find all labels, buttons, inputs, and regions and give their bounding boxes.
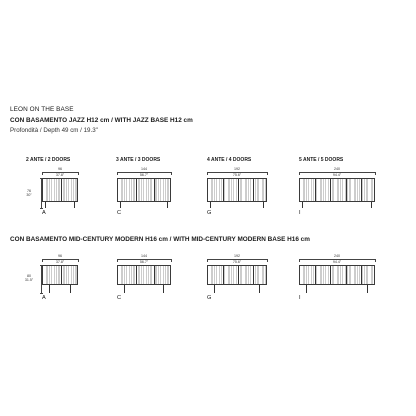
row1-width-in-a: 37.8" bbox=[55, 173, 65, 177]
sideboard-2-doors-mid-century bbox=[42, 265, 78, 293]
model-code-i-jazz: I bbox=[299, 210, 301, 216]
sideboard-3-doors-mid-century bbox=[117, 265, 171, 293]
column-label-4-doors: 4 ANTE / 4 DOORS bbox=[207, 157, 252, 163]
row2-width-dimension-c bbox=[117, 254, 171, 264]
row1-width-in-g: 75.6" bbox=[232, 173, 242, 177]
row2-width-in-g: 75.6" bbox=[232, 260, 242, 264]
row2-width-cm-a: 96 bbox=[58, 254, 62, 258]
row1-width-in-i: 94.4" bbox=[332, 173, 342, 177]
sideboard-5-doors-jazz bbox=[299, 178, 375, 208]
row2-width-in-c: 56.7" bbox=[139, 260, 149, 264]
row1-height-cm: 76 bbox=[27, 189, 31, 193]
model-code-i-mid-century: I bbox=[299, 295, 301, 301]
model-code-a-jazz: A bbox=[42, 210, 46, 216]
row1-height-label bbox=[23, 189, 35, 197]
column-label-3-doors: 3 ANTE / 3 DOORS bbox=[116, 157, 161, 163]
model-code-c-mid-century: C bbox=[117, 295, 122, 301]
sideboard-4-doors-mid-century bbox=[207, 265, 267, 293]
row1-width-cm-a: 96 bbox=[58, 167, 62, 171]
row2-width-cm-c: 144 bbox=[141, 254, 147, 258]
row1-width-cm-c: 144 bbox=[141, 167, 147, 171]
sideboard-3-doors-jazz bbox=[117, 178, 171, 208]
column-label-5-doors: 5 ANTE / 5 DOORS bbox=[299, 157, 344, 163]
row1-width-dimension-i bbox=[299, 167, 375, 177]
sideboard-4-doors-jazz bbox=[207, 178, 267, 208]
row2-width-dimension-a bbox=[42, 254, 78, 264]
depth-note: Profondità / Depth 49 cm / 19.3" bbox=[10, 127, 98, 134]
row1-width-in-c: 56.7" bbox=[139, 173, 149, 177]
model-code-g-mid-century: G bbox=[207, 295, 212, 301]
product-title: LEON ON THE BASE bbox=[10, 106, 74, 113]
row2-width-cm-g: 192 bbox=[234, 254, 240, 258]
row2-height-in: 31.5" bbox=[24, 278, 34, 282]
row2-width-in-i: 94.4" bbox=[332, 260, 342, 264]
row1-width-dimension-c bbox=[117, 167, 171, 177]
model-code-c-jazz: C bbox=[117, 210, 122, 216]
row2-height-cm: 80 bbox=[27, 274, 31, 278]
row1-width-cm-g: 192 bbox=[234, 167, 240, 171]
column-label-2-doors: 2 ANTE / 2 DOORS bbox=[26, 157, 71, 163]
row2-width-in-a: 37.8" bbox=[55, 260, 65, 264]
model-code-a-mid-century: A bbox=[42, 295, 46, 301]
model-code-g-jazz: G bbox=[207, 210, 212, 216]
row2-width-dimension-i bbox=[299, 254, 375, 264]
row1-width-dimension-a bbox=[42, 167, 78, 177]
row1-width-cm-i: 240 bbox=[334, 167, 340, 171]
sideboard-2-doors-jazz bbox=[42, 178, 78, 208]
row2-width-cm-i: 240 bbox=[334, 254, 340, 258]
row1-height-in: 30" bbox=[26, 193, 32, 197]
row1-width-dimension-g bbox=[207, 167, 267, 177]
mid-century-base-heading: CON BASAMENTO MID-CENTURY MODERN H16 cm / WITH MID-CENTURY MODERN BASE H16 cm bbox=[10, 236, 310, 243]
row2-width-dimension-g bbox=[207, 254, 267, 264]
row2-height-label bbox=[23, 274, 35, 282]
sideboard-5-doors-mid-century bbox=[299, 265, 375, 293]
jazz-base-heading: CON BASAMENTO JAZZ H12 cm / WITH JAZZ BASE H12 cm bbox=[10, 117, 193, 124]
